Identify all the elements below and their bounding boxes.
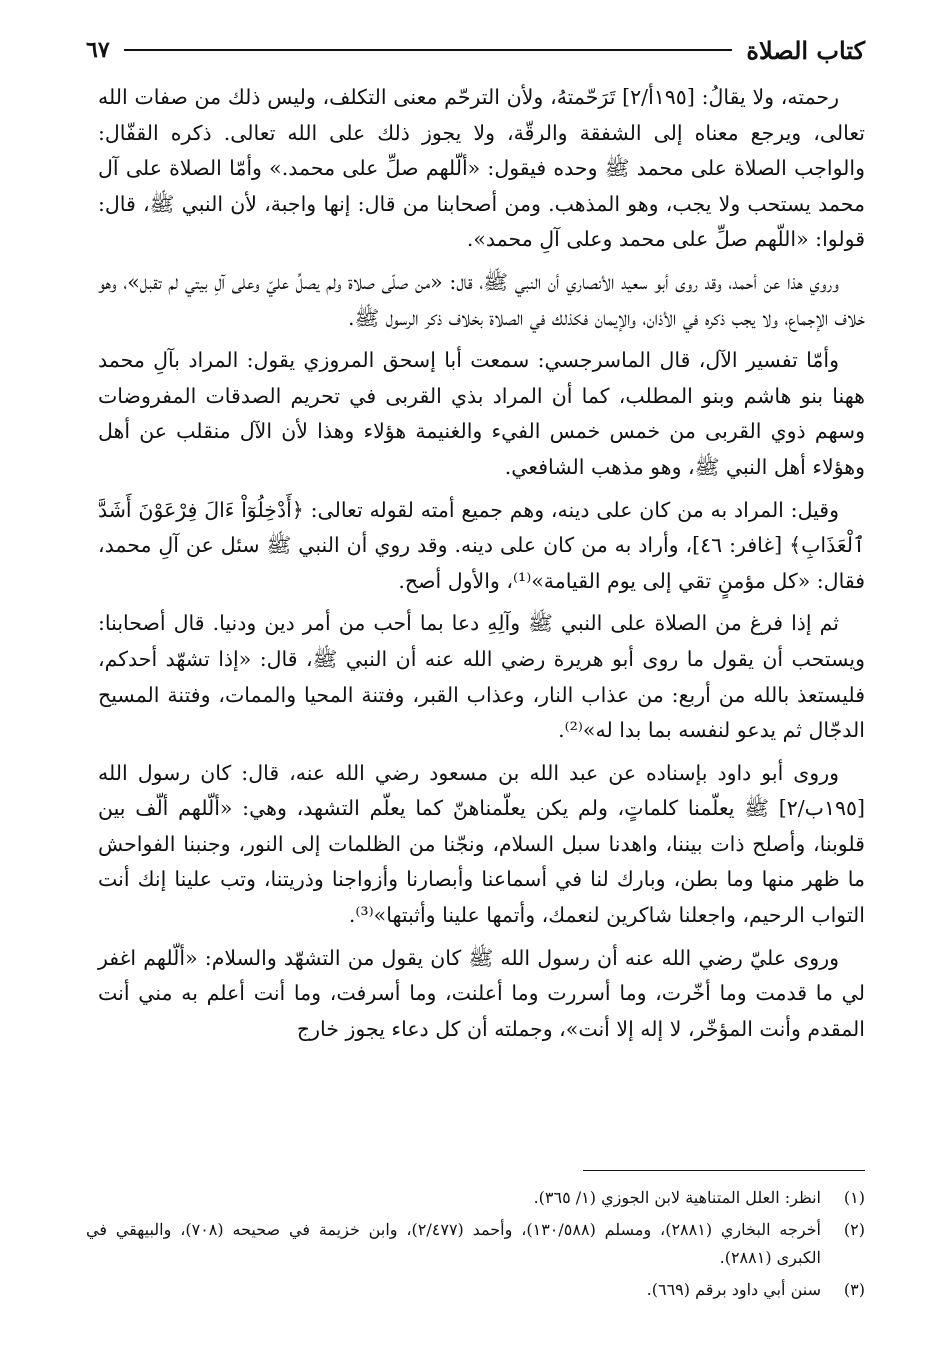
footnote-number: (٢)	[843, 1220, 865, 1239]
paragraph: وقيل: المراد به من كان على دينه، وهم جميع أمته لقوله تعالى: ﴿أَدْخِلُوٓاْ ءَالَ فِرْعَوْنَ أَشَدَّ ٱلْعَذَابِ﴾ [غافر: ٤٦]، وأراد به من كان على دينه. وقد روي أن النبي ﷺ سئل عن آلِ محمد، فقال: «كل مؤمنٍ تقي إلى يوم القيامة»⁽¹⁾، والأول أصح.	[98, 497, 865, 593]
footnote-text: سنن أبي داود برقم (٦٦٩).	[646, 1280, 821, 1299]
footnote	[86, 1276, 865, 1304]
footnote-divider	[583, 1170, 865, 1171]
footnote-text: انظر: العلل المتناهية لابن الجوزي (١/ ٣٦٥).	[533, 1188, 821, 1207]
running-title: كتاب الصلاة	[746, 35, 865, 65]
paragraph: وأمّا تفسير الآل، قال الماسرجسي: سمعت أبا إسحق المروزي يقول: المراد بآلِ محمد ههنا بنو هاشم وبنو المطلب، كما أن المراد بذي القربى في تحريم الصدقات المفروضات وسهم ذوي القربى من خمس خمس الفيء والغنيمة هؤلاء وهذا لأن الآل منقلب عن أهل وهؤلاء أهل النبي ﷺ، وهو مذهب الشافعي.	[98, 348, 865, 479]
paragraph: ثم إذا فرغ من الصلاة على النبي ﷺ وآلِهِ دعا بما أحب من أمر دين ودنيا. قال أصحابنا: ويستحب أن يقول ما روى أبو هريرة رضي الله عنه أن النبي ﷺ، قال: «إذا تشهّد أحدكم، فليستعذ بالله من أربع: من عذاب النار، وعذاب القبر، وفتنة المحيا والممات، وفتنة المسيح الدجّال ثم يدعو لنفسه بما بدا له»⁽²⁾.	[98, 611, 865, 743]
page-header	[86, 30, 865, 70]
footnote-number: (١)	[843, 1188, 865, 1207]
footnote-number: (٣)	[843, 1280, 865, 1299]
paragraph: رحمته، ولا يقالُ: [١٩٥أ/٢] تَرَحّمتهُ، ولأن الترحّم معنى التكلف، وليس ذلك من صفات الله تعالى، ويرجع معناه إلى الشفقة والرقّة، ولا يجوز ذلك على الله تعالى. ذكره القفّال: والواجب الصلاة على محمد ﷺ وحده فيقول: «ألّلهم صلِّ على محمد.» وأمّا الصلاة على آل محمد يستحب ولا يجب، وهو المذهب. ومن أصحابنا من قال: إنها واجبة، لأن النبي ﷺ، قال: قولوا: «اللّهم صلِّ على محمد وعلى آلِ محمد».	[98, 85, 865, 252]
paragraph: وروى أبو داود بإسناده عن عبد الله بن مسعود رضي الله عنه، قال: كان رسول الله [١٩٥ب/٢] ﷺ يعلّمنا كلماتٍ، ولم يكن يعلّمناهنّ كما يعلّم التشهد، وهي: «ألّلهم ألّف بين قلوبنا، وأصلح ذات بيننا، واهدنا سبل السلام، ونجّنا من الظلمات إلى النور، وجنبنا الفواحش ما ظهر منها وما بطن، وبارك لنا في أسماعنا وأبصارنا وأزواجنا وذريتنا، وتب علينا إنك أنت التواب الرحيم، واجعلنا شاكرين لنعمك، وأتمها علينا وأثبتها»⁽³⁾.	[98, 760, 865, 928]
footnotes	[86, 1184, 865, 1308]
main-text	[98, 80, 865, 1054]
paragraph: وروى عليّ رضي الله عنه أن رسول الله ﷺ كان يقول من التشهّد والسلام: «ألّلهم اغفر لي ما قدمت وما أخّرت، وما أسررت وما أعلنت، وما أسرفت، وما أنت أعلم به مني أنت المقدم وأنت المؤخّر، لا إله إلا أنت»، وجملته أن كل دعاء يجوز خارج	[98, 945, 865, 1041]
footnote	[86, 1184, 865, 1212]
paragraph: وروي هذا عن أحمد، وقد روى أبو سعيد الأنصاري أن النبي ﷺ، قال: «من صلّى صلاة ولم يصلِّ عليّ وعلى آلِ بيتي لم تقبل»، وهو خلاف الإجماع، ولا يجب ذكره في الأذان، والإيمان فكذلك في الصلاة بخلاف ذكر الرسول ﷺ.	[98, 269, 865, 330]
footnote-text: أخرجه البخاري (٢٨٨١)، ومسلم (١٣٠/٥٨٨)، وأحمد (٢/٤٧٧)، وابن خزيمة في صحيحه (٧٠٨)، والبيهقي في الكبرى (٢٨٨١).	[86, 1220, 821, 1267]
header-rule	[124, 49, 733, 51]
footnote	[86, 1216, 865, 1272]
page-number: ٦٧	[86, 37, 110, 63]
